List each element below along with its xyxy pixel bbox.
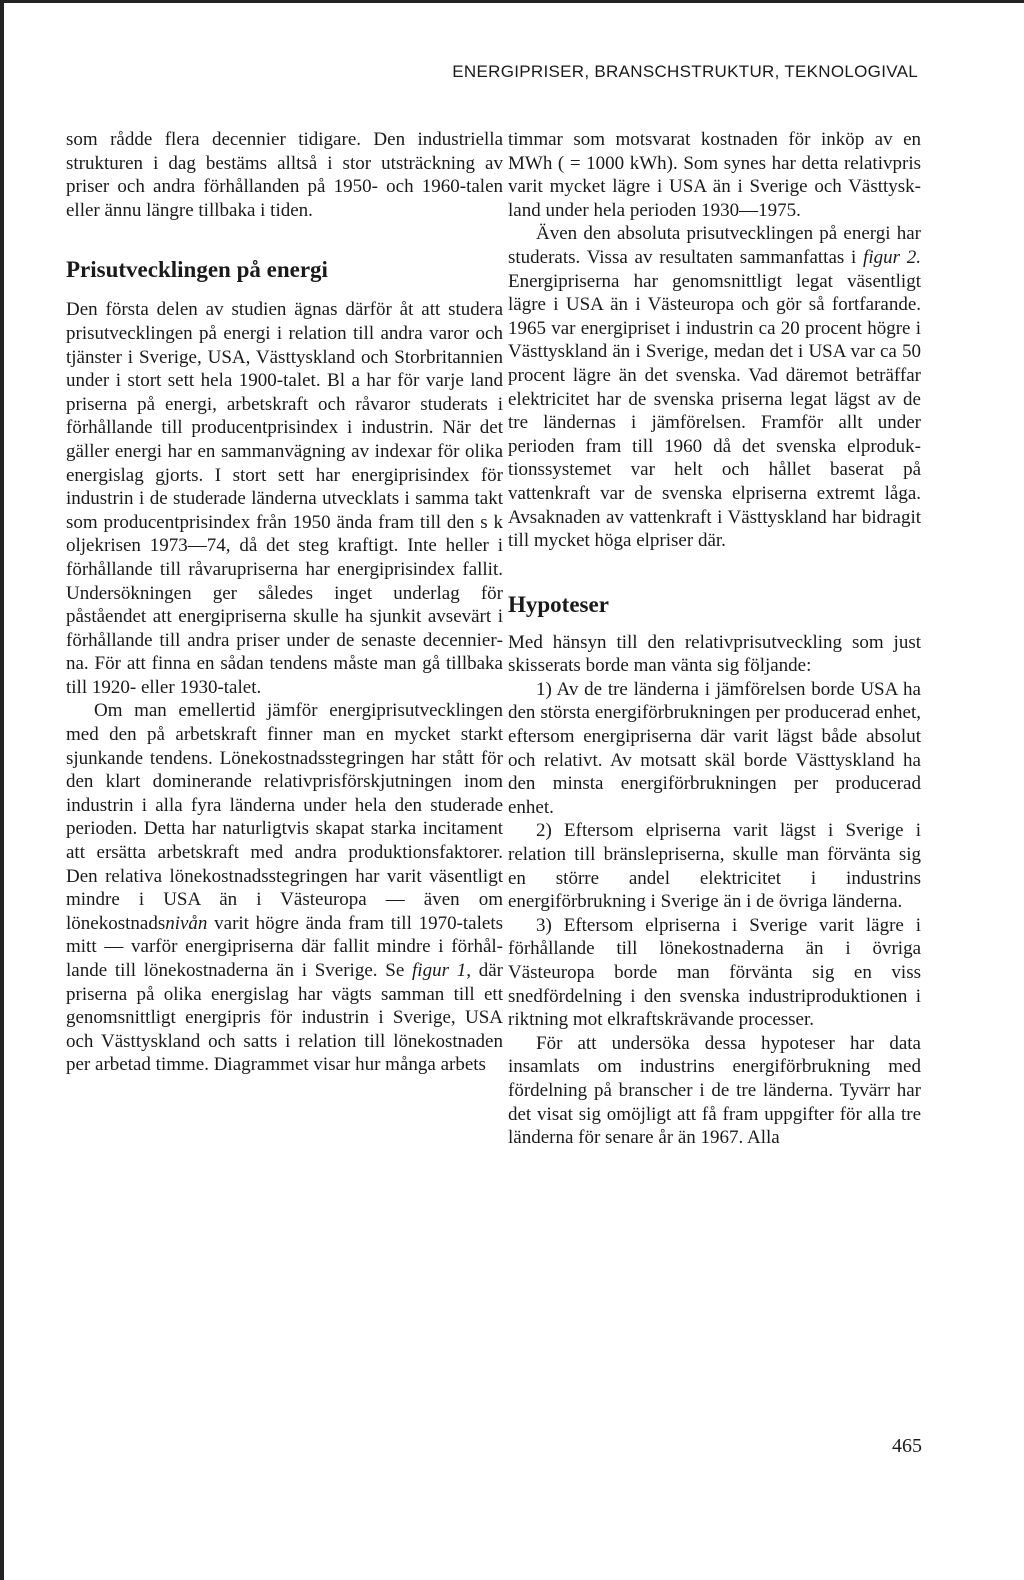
body-paragraph: timmar som motsvarat kostnaden för inköp av en MWh ( = 1000 kWh). Som synes har detta relativpris varit mycket lägre i USA än i Sverige och Västtyskland under hela perioden 1930—1975. <box>508 129 921 221</box>
hypothesis-item: 3) Eftersom elpriserna i Sverige varit lägre i förhållande till lönekostnaderna än i övriga Västeuropa borde man förvänta sig en viss snedfördelning i den svenska industriproduktionen i riktning mot elkraftskrävande processer. <box>508 914 921 1031</box>
body-paragraph <box>66 699 503 1077</box>
text-run: där priserna på olika energislag har vägts samman till ett genomsnittligt energipris för industrin i Sverige, USA och Västtyskland och satts i relation till lönekostnaden per arbetad timme. Diagrammet visar hur många arbets <box>66 960 503 1076</box>
hypothesis-item: 2) Eftersom elpriserna varit lägst i Sverige i relation till bränslepriserna, skulle man förvänta sig en större andel elektricitet i industrins energiförbrukning i Sverige än i de övriga länderna. <box>508 820 921 913</box>
page-number: 465 <box>892 1435 922 1457</box>
text-run: Om man emellertid jämför energiprisutvecklingen med den på arbetskraft finner man en mycket starkt sjunkande tendens. Lönekostnadsstegringen har stått för den klart dominerande relativprisförskjutningen inom industrin i alla fyra länderna under hela den studerade perioden. Detta har naturligtvis skapat starka incitament att ersätta arbetskraft med andra produktionsfaktorer. Den relativa lönekostnadsstegringen har varit väsentligt mindre i USA än i Västeuropa — även om lönekostnads <box>66 700 503 934</box>
section-heading-prisutveckling: Prisutvecklingen på energi <box>66 257 328 283</box>
text-run: varit högre ända fram till 1970-talets mitt — varför energipriserna där fallit mindre i förhållande till lönekostnaderna än i Sverige. Se <box>66 912 503 981</box>
body-paragraph: Med hänsyn till den relativprisutveckling som just skisserats borde man vänta sig följande: <box>508 631 921 677</box>
left-column <box>66 128 503 1077</box>
running-header: ENERGIPRISER, BRANSCHSTRUKTUR, TEKNOLOGIVAL <box>452 62 918 81</box>
text-run: Även den absoluta prisutvecklingen på energi har studerats. Vissa av resultaten sammanfattas i <box>508 223 921 268</box>
body-paragraph: För att undersöka dessa hypoteser har data insamlats om industrins energiförbrukning med fördelning på branscher i de tre länderna. Tyvärr har det visat sig omöjligt att få fram uppgifter för alla tre länderna för senare år än 1967. Alla <box>508 1032 921 1149</box>
text-run: Energipriserna har genomsnittligt legat väsentligt lägre i USA än i Västeuropa och gör så fortfarande. 1965 var energipriset i industrin ca 20 procent högre i Västtyskland än i Sverige, medan det i USA var ca 50 procent lägre än det svenska. Vad däremot beträffar elektricitet har de svenska priserna legat lägst av de tre ländernas i jämförelsen. Framför allt under perioden fram till 1960 då det svenska elproduktionssystemet var helt och hållet baserat på vattenkraft var de svenska elpriserna extremt låga. Avsaknaden av vattenkraft i Västtyskland har bidragit till mycket höga elpriser där. <box>508 270 921 552</box>
italic-text: nivån <box>165 912 208 934</box>
right-column <box>508 128 921 1150</box>
figure-reference: figur 2. <box>863 246 921 268</box>
section-heading-hypoteser: Hypoteser <box>508 591 609 617</box>
hypothesis-item: 1) Av de tre länderna i jämförelsen borde USA ha den största energiförbrukningen per producerad enhet, eftersom energipriserna där varit lägst både absolut och relativt. Av motsatt skäl borde Västtyskland ha den minsta energiförbrukningen per producerad enhet. <box>508 678 921 818</box>
body-paragraph <box>508 222 921 552</box>
figure-reference: figur 1, <box>412 960 471 981</box>
intro-paragraph: som rådde flera decennier tidigare. Den industriella strukturen i dag bestäms alltså i stor utsträckning av priser och andra förhållanden på 1950- och 1960-talen eller ännu längre tillbaka i tiden. <box>66 129 503 221</box>
left-border <box>0 0 4 1580</box>
body-paragraph: Den första delen av studien ägnas därför åt att studera prisutvecklingen på energi i relation till andra varor och tjänster i Sverige, USA, Västtyskland och Storbritannien under i stort sett hela 1900-talet. Bl a har för varje land priserna på energi, arbetskraft och råvaror studerats i förhållande till producentprisindex i industrin. När det gäller energi har en sammanvägning av indexar för olika energislag gjorts. I stort sett har energiprisindex för industrin i de studerade länderna utvecklats i samma takt som producentprisindex från 1950 ända fram till den s k oljekrisen 1973—74, då det steg kraftigt. Inte heller i förhållande till råvarupriserna har energiprisindex fallit. Undersökningen ger således inget underlag för påståendet att energipriserna skulle ha sjunkit avsevärt i förhållande till andra priser under de senaste decennierna. För att finna en sådan tendens måste man gå tillbaka till 1920- eller 1930-talet. <box>66 299 503 698</box>
top-border <box>0 0 1024 3</box>
